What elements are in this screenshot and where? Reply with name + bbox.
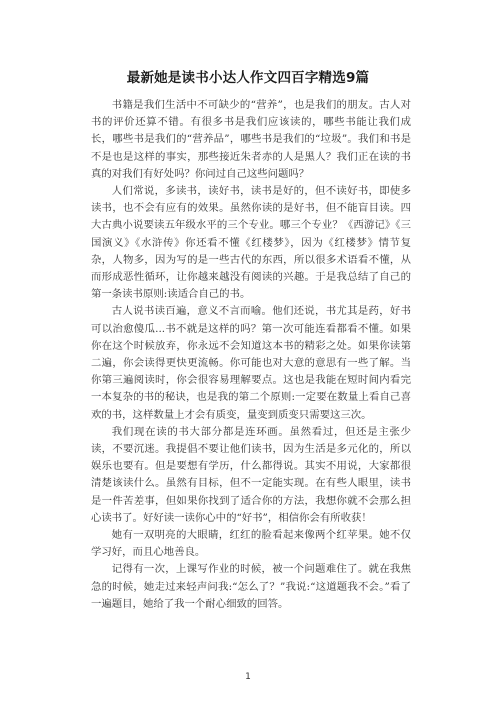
document-title: 最新她是读书小达人作文四百字精选9篇 (126, 70, 370, 86)
paragraph: 书籍是我们生活中不可缺少的“营养”，也是我们的朋友。古人对书的评价还算不错。有很多书是我们应该读的，哪些书能让我们成长，哪些书是我们的“营养品”，哪些书是我们的“垃圾”。我们和书是不是也是这样的事实，那些接近朱者赤的人是黑人？我们正在读的书真的对我们有好处吗？你问过自己这些问题吗？ (91, 99, 411, 180)
paragraph: 人们常说，多读书，读好书，读书是好的，但不读好书，即使多读书，也不会有应有的效果。虽然你读的是好书，但不能盲目读。四大古典小说要读五年级水平的三个专业。哪三个专业？《西游记》《三国演义》《水浒传》你还看不懂《红楼梦》，因为《红楼梦》情节复杂，人物多，因为写的是一些古代的东西，所以很多术语看不懂，从而形成恶性循环，让你越来越没有阅读的兴趣。于是我总结了自己的第一条读书原则:读适合自己的书。 (91, 185, 411, 301)
paragraph: 她有一双明亮的大眼睛，红红的脸看起来像两个红苹果。她不仅学习好，而且心地善良。 (91, 529, 411, 559)
paragraph: 古人说书读百遍，意义不言而喻。他们还说，书尤其是药，好书可以治愈傻瓜...书不就是这样的吗？第一次可能连看都看不懂。如果你在这个时候放弃，你永远不会知道这本书的精彩之处。如果你读第二遍，你会读得更快更流畅。你可能也对大意的意思有一些了解。当你第三遍阅读时，你会很容易理解要点。这也是我能在短时间内看完一本复杂的书的秘诀，也是我的第二个原则:一定要在数量上看自己喜欢的书，这样数量上才会有质变，量变到质变只需要这三次。 (91, 305, 411, 421)
paragraph: 我们现在读的书大部分都是连环画。虽然看过，但还是主张少读，不要沉迷。我提倡不要让他们读书，因为生活是多元化的，所以娱乐也要有。但是要想有学历，什么都得说。其实不用说，大家都很清楚该读什么。虽然有目标，但不一定能实现。在有些人眼里，读书是一件苦差事，但如果你找到了适合你的方法，我想你就不会那么担心读书了。好好读一读你心中的“好书”，相信你会有所收获！ (91, 425, 411, 524)
paragraph: 记得有一次，上课写作业的时候，被一个问题难住了。就在我焦急的时候，她走过来轻声问我:“怎么了？”我说:“这道题我不会。”看了一遍题目，她给了我一个耐心细致的回答。 (91, 563, 411, 610)
article-body (91, 97, 411, 613)
page-number: 1 (245, 672, 251, 682)
